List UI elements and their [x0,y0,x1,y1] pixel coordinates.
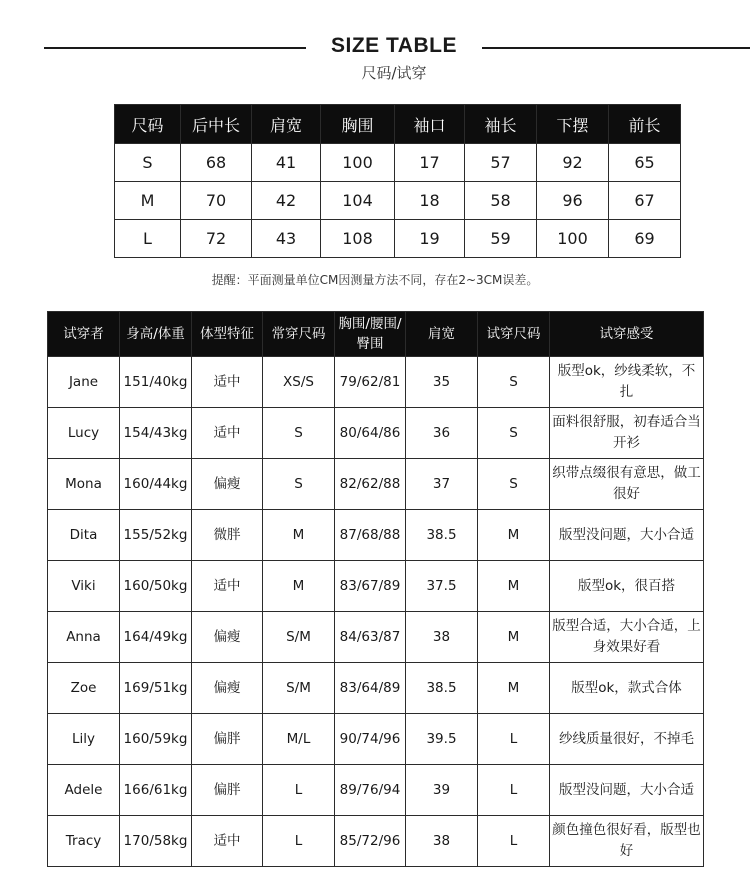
size-header-cell: 肩宽 [252,105,321,144]
tryon-cell: 83/67/89 [335,561,406,612]
tryon-cell: 偏胖 [192,714,263,765]
tryon-cell: S [478,459,550,510]
tryon-cell: L [478,816,550,867]
tryon-cell: 151/40kg [120,357,192,408]
tryon-header-cell: 常穿尺码 [263,312,335,357]
tryon-cell: S [478,357,550,408]
table-row [48,510,704,561]
tryon-cell: 适中 [192,561,263,612]
tryon-header-cell: 体型特征 [192,312,263,357]
page-header [0,0,750,95]
size-header-cell: 后中长 [181,105,252,144]
size-cell: 19 [395,220,465,258]
tryon-cell: Adele [48,765,120,816]
tryon-cell: 84/63/87 [335,612,406,663]
size-cell: 41 [252,144,321,182]
table-row [115,182,681,220]
tryon-cell: M/L [263,714,335,765]
tryon-cell: 38.5 [406,510,478,561]
tryon-cell: L [478,714,550,765]
tryon-cell: 36 [406,408,478,459]
tryon-table-body [48,357,704,867]
tryon-cell: 83/64/89 [335,663,406,714]
tryon-feedback-cell: 版型没问题，大小合适 [550,510,704,561]
tryon-cell: 90/74/96 [335,714,406,765]
tryon-cell: 170/58kg [120,816,192,867]
size-cell: 108 [321,220,395,258]
tryon-cell: M [263,510,335,561]
tryon-cell: 35 [406,357,478,408]
size-cell: 65 [609,144,681,182]
tryon-cell: 适中 [192,408,263,459]
tryon-cell: 适中 [192,816,263,867]
tryon-cell: Jane [48,357,120,408]
tryon-header-cell: 胸围/腰围/臀围 [335,312,406,357]
size-cell: 100 [321,144,395,182]
tryon-cell: S [263,459,335,510]
tryon-cell: 80/64/86 [335,408,406,459]
size-header-cell: 胸围 [321,105,395,144]
size-cell: 100 [537,220,609,258]
tryon-cell: 154/43kg [120,408,192,459]
size-cell: 69 [609,220,681,258]
size-cell: L [115,220,181,258]
tryon-header-cell: 试穿尺码 [478,312,550,357]
tryon-cell: Tracy [48,816,120,867]
tryon-cell: L [263,816,335,867]
size-cell: 68 [181,144,252,182]
size-cell: 18 [395,182,465,220]
header-divider-right [482,47,750,49]
tryon-cell: 160/44kg [120,459,192,510]
size-cell: 70 [181,182,252,220]
tryon-cell: 164/49kg [120,612,192,663]
tryon-cell: 160/50kg [120,561,192,612]
size-cell: 92 [537,144,609,182]
size-header-cell: 尺码 [115,105,181,144]
tryon-cell: 偏瘦 [192,663,263,714]
tryon-cell: M [478,663,550,714]
table-row [48,459,704,510]
tryon-cell: XS/S [263,357,335,408]
size-table [114,104,681,258]
table-row [115,220,681,258]
table-row [48,612,704,663]
tryon-feedback-cell: 纱线质量很好，不掉毛 [550,714,704,765]
header-divider-left [44,47,306,49]
tryon-header-cell: 试穿感受 [550,312,704,357]
tryon-cell: 偏瘦 [192,459,263,510]
tryon-cell: 155/52kg [120,510,192,561]
tryon-cell: 38 [406,612,478,663]
tryon-feedback-cell: 版型合适，大小合适，上身效果好看 [550,612,704,663]
size-cell: 104 [321,182,395,220]
tryon-cell: 166/61kg [120,765,192,816]
size-cell: 43 [252,220,321,258]
size-cell: S [115,144,181,182]
tryon-table-header-row [48,312,704,357]
tryon-cell: 79/62/81 [335,357,406,408]
tryon-cell: 38 [406,816,478,867]
tryon-cell: L [478,765,550,816]
tryon-cell: M [478,510,550,561]
tryon-cell: 微胖 [192,510,263,561]
tryon-feedback-cell: 版型ok，很百搭 [550,561,704,612]
tryon-header-cell: 身高/体重 [120,312,192,357]
tryon-feedback-cell: 版型ok，纱线柔软，不扎 [550,357,704,408]
tryon-cell: S [478,408,550,459]
table-row [48,816,704,867]
tryon-cell: 82/62/88 [335,459,406,510]
tryon-cell: 37.5 [406,561,478,612]
tryon-header-cell: 肩宽 [406,312,478,357]
tryon-cell: 169/51kg [120,663,192,714]
table-row [48,714,704,765]
size-cell: 72 [181,220,252,258]
size-cell: M [115,182,181,220]
size-cell: 67 [609,182,681,220]
size-cell: 58 [465,182,537,220]
table-row [115,144,681,182]
tryon-cell: M [478,612,550,663]
tryon-cell: M [478,561,550,612]
tryon-cell: S/M [263,612,335,663]
tryon-cell: Dita [48,510,120,561]
table-row [48,357,704,408]
tryon-feedback-cell: 织带点缀很有意思，做工很好 [550,459,704,510]
size-header-cell: 袖长 [465,105,537,144]
tryon-cell: S/M [263,663,335,714]
tryon-cell: M [263,561,335,612]
table-row [48,408,704,459]
tryon-cell: 160/59kg [120,714,192,765]
tryon-cell: Mona [48,459,120,510]
tryon-cell: 39.5 [406,714,478,765]
measurement-note: 提醒：平面测量单位CM因测量方法不同，存在2~3CM误差。 [211,273,539,287]
tryon-cell: Zoe [48,663,120,714]
size-table-header-row [115,105,681,144]
table-row [48,561,704,612]
tryon-cell: 37 [406,459,478,510]
table-row [48,765,704,816]
tryon-table [47,311,704,867]
tryon-cell: Lucy [48,408,120,459]
tryon-cell: Viki [48,561,120,612]
tryon-feedback-cell: 面料很舒服，初春适合当开衫 [550,408,704,459]
tryon-cell: 38.5 [406,663,478,714]
page-title: SIZE TABLE [331,34,457,57]
tryon-cell: Anna [48,612,120,663]
tryon-cell: S [263,408,335,459]
tryon-cell: 适中 [192,357,263,408]
size-cell: 42 [252,182,321,220]
tryon-cell: 87/68/88 [335,510,406,561]
tryon-cell: L [263,765,335,816]
tryon-feedback-cell: 版型没问题，大小合适 [550,765,704,816]
tryon-cell: 偏胖 [192,765,263,816]
table-row [48,663,704,714]
tryon-cell: 39 [406,765,478,816]
size-cell: 59 [465,220,537,258]
size-cell: 17 [395,144,465,182]
tryon-feedback-cell: 版型ok，款式合体 [550,663,704,714]
size-header-cell: 前长 [609,105,681,144]
tryon-cell: Lily [48,714,120,765]
tryon-feedback-cell: 颜色撞色很好看，版型也好 [550,816,704,867]
tryon-cell: 89/76/94 [335,765,406,816]
page-subtitle: 尺码/试穿 [361,64,427,82]
size-cell: 96 [537,182,609,220]
tryon-header-cell: 试穿者 [48,312,120,357]
size-header-cell: 袖口 [395,105,465,144]
size-cell: 57 [465,144,537,182]
size-header-cell: 下摆 [537,105,609,144]
tryon-cell: 85/72/96 [335,816,406,867]
tryon-cell: 偏瘦 [192,612,263,663]
